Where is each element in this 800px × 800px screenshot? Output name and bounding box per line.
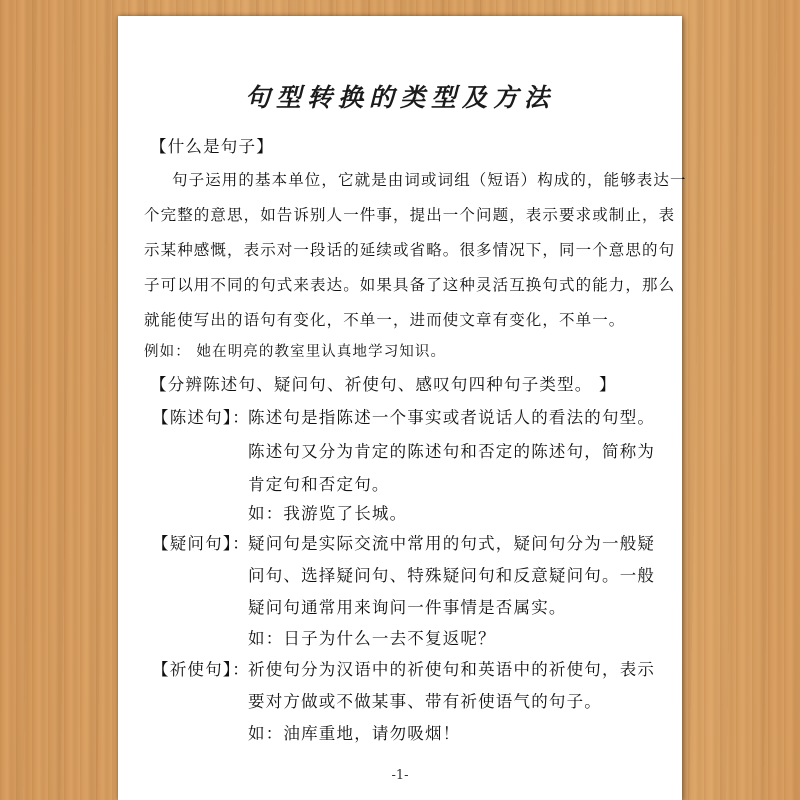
interrogative-line: 问句、选择疑问句、特殊疑问句和反意疑问句。一般: [248, 566, 656, 585]
declarative-line: 陈述句是指陈述一个事实或者说话人的看法的句型。: [248, 408, 656, 427]
page-title: 句型转换的类型及方法: [244, 83, 555, 112]
paragraph-line: 句子运用的基本单位，它就是由词或词组（短语）构成的，能够表达一: [172, 171, 687, 189]
imperative-line: 祈使句分为汉语中的祈使句和英语中的祈使句，表示: [248, 660, 656, 679]
document-page: [118, 16, 687, 800]
page-number: -1-: [391, 768, 409, 783]
imperative-example: 如：油库重地，请勿吸烟！: [248, 724, 461, 743]
imperative-line: 要对方做或不做某事、带有祈使语气的句子。: [248, 692, 602, 711]
declarative-line: 肯定句和否定句。: [248, 475, 390, 494]
interrogative-line: 疑问句是实际交流中常用的句式，疑问句分为一般疑: [248, 534, 656, 553]
section-heading-what-is-sentence: 【什么是句子】: [150, 137, 274, 156]
paragraph-line: 个完整的意思，如告诉别人一件事，提出一个问题，表示要求或制止，表: [144, 206, 676, 224]
section-heading-sentence-types: 【分辨陈述句、疑问句、祈使句、感叹句四种句子类型。 】: [150, 375, 617, 394]
paragraph-line: 子可以用不同的句式来表达。如果具备了这种灵活互换句式的能力，那么: [144, 276, 676, 294]
interrogative-example: 如：日子为什么一去不复返呢？: [248, 629, 496, 648]
declarative-label: 【陈述句】：: [152, 408, 250, 427]
paragraph-line: 就能使写出的语句有变化，不单一，进而使文章有变化，不单一。: [144, 311, 626, 329]
paragraph-line: 示某种感慨，表示对一段话的延续或省略。很多情况下，同一个意思的句: [144, 241, 676, 259]
interrogative-label: 【疑问句】：: [152, 534, 250, 553]
imperative-label: 【祈使句】：: [152, 660, 250, 679]
interrogative-line: 疑问句通常用来询问一件事情是否属实。: [248, 598, 567, 617]
declarative-example: 如：我游览了长城。: [248, 504, 408, 523]
example-sentence: 例如： 她在明亮的教室里认真地学习知识。: [144, 344, 447, 360]
declarative-line: 陈述句又分为肯定的陈述句和否定的陈述句，简称为: [248, 442, 656, 461]
